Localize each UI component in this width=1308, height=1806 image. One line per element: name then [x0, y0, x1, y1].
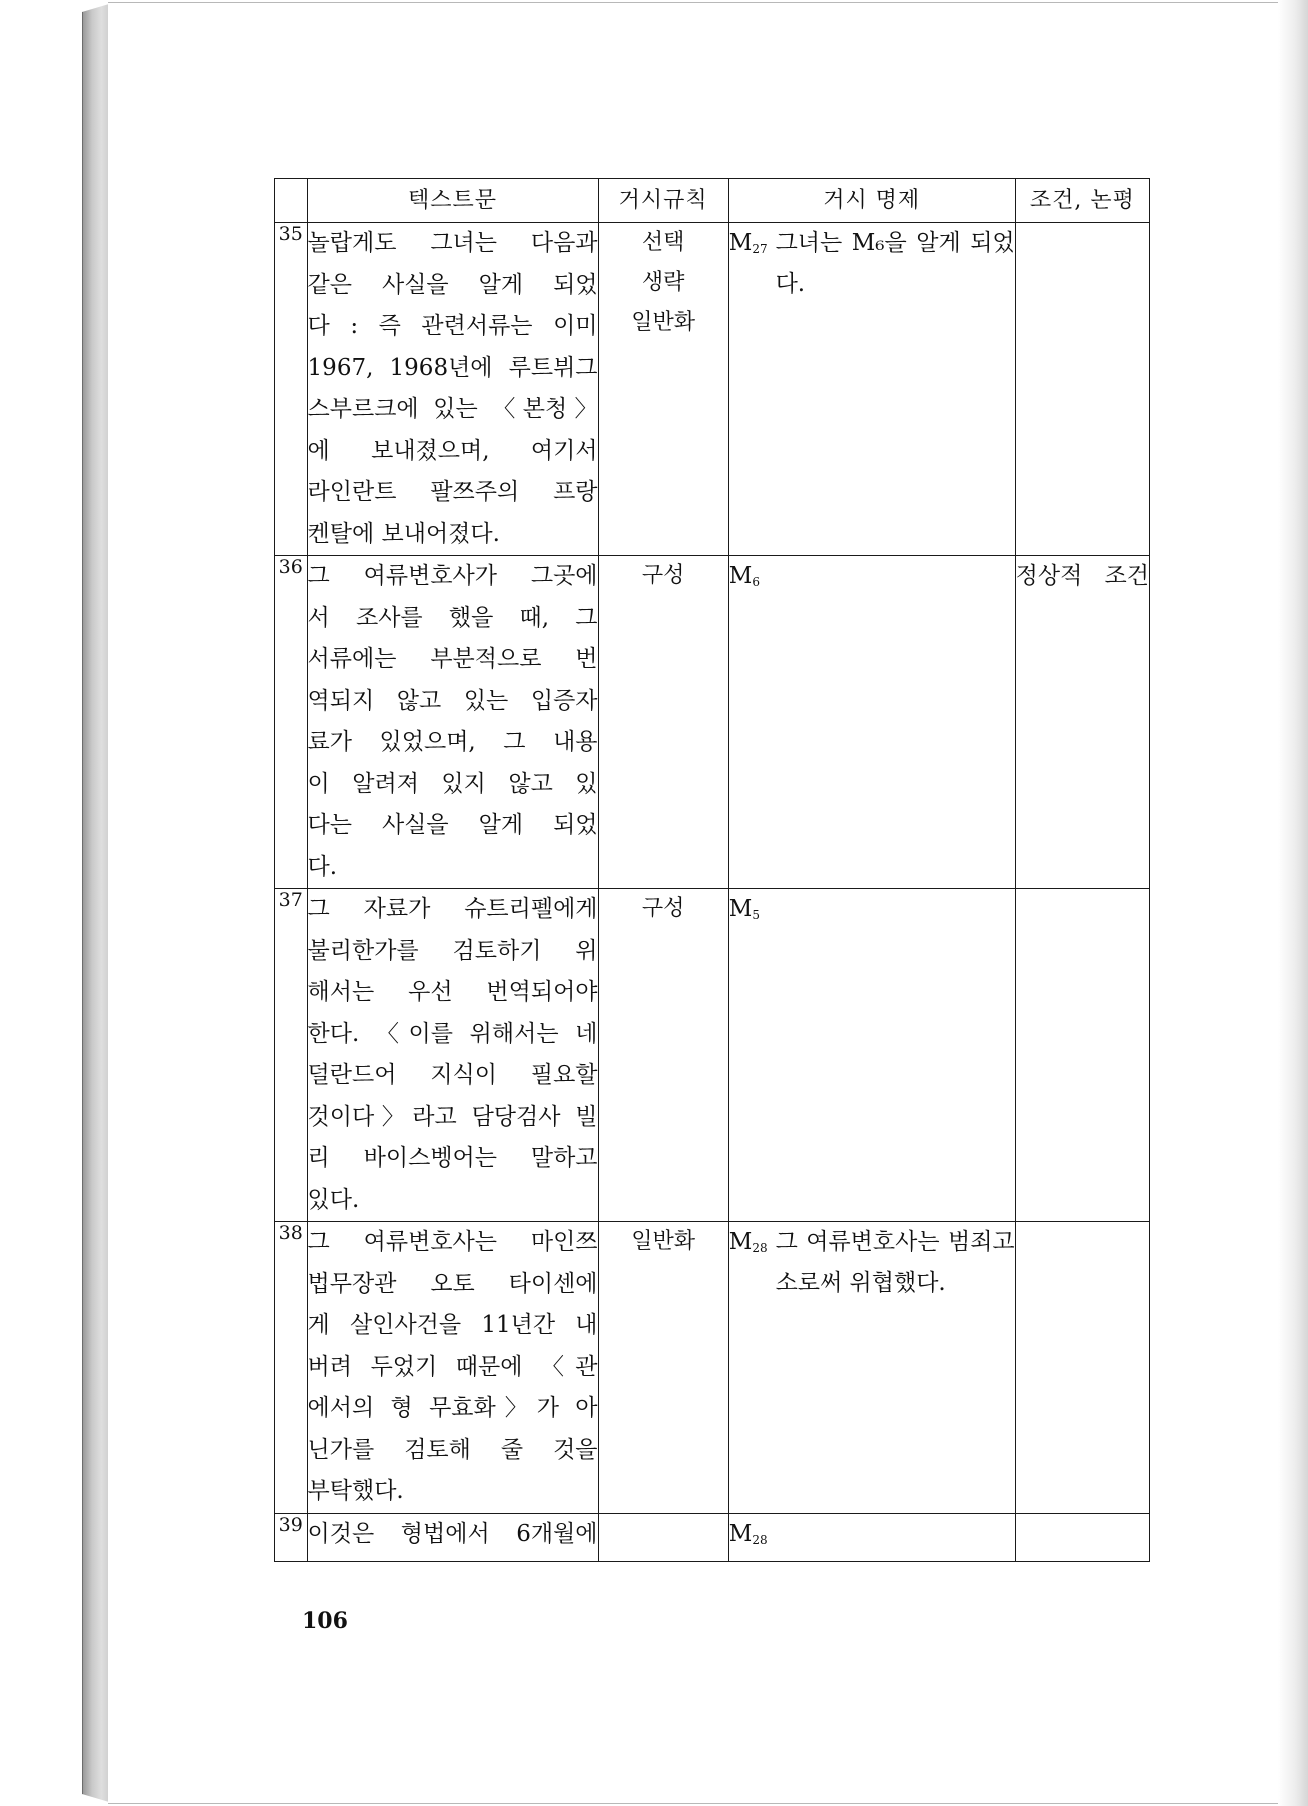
source-text-line: 버려 두었기 때문에 〈관	[307, 1353, 598, 1380]
source-text-line: 서 조사를 했을 때, 그	[307, 604, 598, 631]
source-text-line: 한다. 〈이를 위해서는 네	[307, 1020, 598, 1047]
table-row	[275, 1513, 1150, 1561]
source-text-line: 다는 사실을 알게 되었	[307, 812, 598, 838]
condition-comment	[1015, 1222, 1149, 1514]
source-text-line: 이 알려져 있지 않고 있	[307, 770, 598, 797]
book-spine-edge	[82, 4, 109, 1802]
condition-comment	[1015, 1513, 1149, 1561]
header-macro: 거시 명제	[728, 179, 1015, 223]
macro-text: 그 여류변호사는 범죄고소로써 위협했다.	[775, 1229, 1015, 1296]
source-text-line: 에 보내졌으며, 여기서	[307, 437, 598, 464]
macro-rule	[598, 1513, 728, 1561]
macro-proposition	[728, 223, 1015, 556]
header-num	[275, 179, 308, 223]
source-text-line: 1967, 1968년에 루트뷔그	[307, 354, 598, 381]
macro-label	[729, 1514, 768, 1561]
macro-label-index: 28	[752, 1241, 768, 1255]
source-text-line: 있다.	[307, 1186, 360, 1213]
source-text-line: 이것은 형법에서 6개월에	[307, 1520, 598, 1547]
macro-label	[729, 556, 760, 603]
macro-rule: 구성	[598, 889, 728, 1222]
macro-text: 그녀는 M₆을 알게 되었다.	[775, 230, 1015, 297]
source-text-line: 라인란트 팔쯔주의 프랑	[307, 479, 598, 505]
macro-label-index: 5	[752, 908, 760, 922]
source-text-line: 역되지 않고 있는 입증자	[307, 687, 598, 714]
source-text-line: 다.	[307, 853, 338, 880]
table-row	[275, 1222, 1150, 1514]
macro-proposition	[728, 556, 1015, 889]
macro-proposition	[728, 1222, 1015, 1514]
page-gutter-shadow	[1278, 0, 1308, 1806]
source-text	[307, 556, 598, 889]
source-text-line: 것이다〉라고 담당검사 빌	[307, 1103, 598, 1130]
macro-label-index: 6	[752, 575, 760, 589]
source-text-line: 덜란드어 지식이 필요할	[307, 1062, 598, 1088]
macro-label	[729, 223, 768, 270]
row-number: 37	[275, 889, 308, 1222]
table-row	[275, 556, 1150, 889]
macro-label-index: 27	[752, 242, 768, 256]
macro-rule: 선택 생략 일반화	[598, 223, 728, 556]
macro-label-letter: M	[728, 896, 753, 922]
macro-rule: 일반화	[598, 1222, 728, 1514]
source-text-line: 다 : 즉 관련서류는 이미	[307, 313, 598, 339]
table-row	[275, 889, 1150, 1222]
condition-comment	[1015, 889, 1149, 1222]
source-text-line: 게 살인사건을 11년간 내	[307, 1312, 598, 1338]
source-text-line: 스부르크에 있는 〈본청〉	[307, 396, 598, 422]
source-text-line: 같은 사실을 알게 되었	[307, 271, 598, 298]
source-text-line: 에서의 형 무효화〉가 아	[307, 1395, 598, 1421]
macro-proposition	[728, 1513, 1015, 1561]
macro-label-letter: M	[728, 1229, 753, 1255]
macro-label	[729, 889, 760, 936]
source-text-line: 법무장관 오토 타이센에	[307, 1270, 598, 1297]
table-header-row	[275, 179, 1150, 223]
macro-label-letter: M	[728, 563, 753, 589]
macro-label-index: 28	[752, 1532, 768, 1547]
source-text	[307, 1513, 598, 1561]
condition-comment: 정상적 조건	[1015, 556, 1149, 889]
source-text-line: 불리한가를 검토하기 위	[307, 937, 598, 964]
source-text	[307, 223, 598, 556]
source-text-line: 닌가를 검토해 줄 것을	[307, 1436, 598, 1463]
source-text-line: 부탁했다.	[307, 1478, 404, 1504]
source-text	[307, 889, 598, 1222]
source-text-line: 그 자료가 슈트리펠에게	[307, 896, 598, 922]
header-cond: 조건, 논평	[1015, 179, 1149, 223]
row-number: 36	[275, 556, 308, 889]
header-rule: 거시규칙	[598, 179, 728, 223]
source-text-line: 리 바이스벵어는 말하고	[307, 1145, 598, 1171]
macro-proposition	[728, 889, 1015, 1222]
macro-label-letter: M	[728, 230, 753, 256]
macro-rule: 구성	[598, 556, 728, 889]
macro-analysis-table	[274, 178, 1150, 1562]
header-text: 텍스트문	[307, 179, 598, 223]
row-number: 39	[275, 1513, 308, 1561]
row-number: 35	[275, 223, 308, 556]
source-text-line: 해서는 우선 번역되어야	[307, 979, 598, 1005]
source-text	[307, 1222, 598, 1514]
page-number: 106	[302, 1608, 348, 1634]
source-text-line: 그 여류변호사가 그곳에	[307, 563, 598, 589]
source-text-line: 서류에는 부분적으로 번	[307, 646, 598, 672]
source-text-line: 료가 있었으며, 그 내용	[307, 729, 598, 755]
table-row	[275, 223, 1150, 556]
source-text-line: 그 여류변호사는 마인쯔	[307, 1229, 598, 1255]
condition-comment	[1015, 223, 1149, 556]
row-number: 38	[275, 1222, 308, 1514]
source-text-line: 켄탈에 보내어졌다.	[307, 520, 500, 547]
macro-label	[729, 1222, 768, 1269]
macro-label-letter: M	[728, 1520, 753, 1547]
source-text-line: 놀랍게도 그녀는 다음과	[307, 230, 598, 256]
